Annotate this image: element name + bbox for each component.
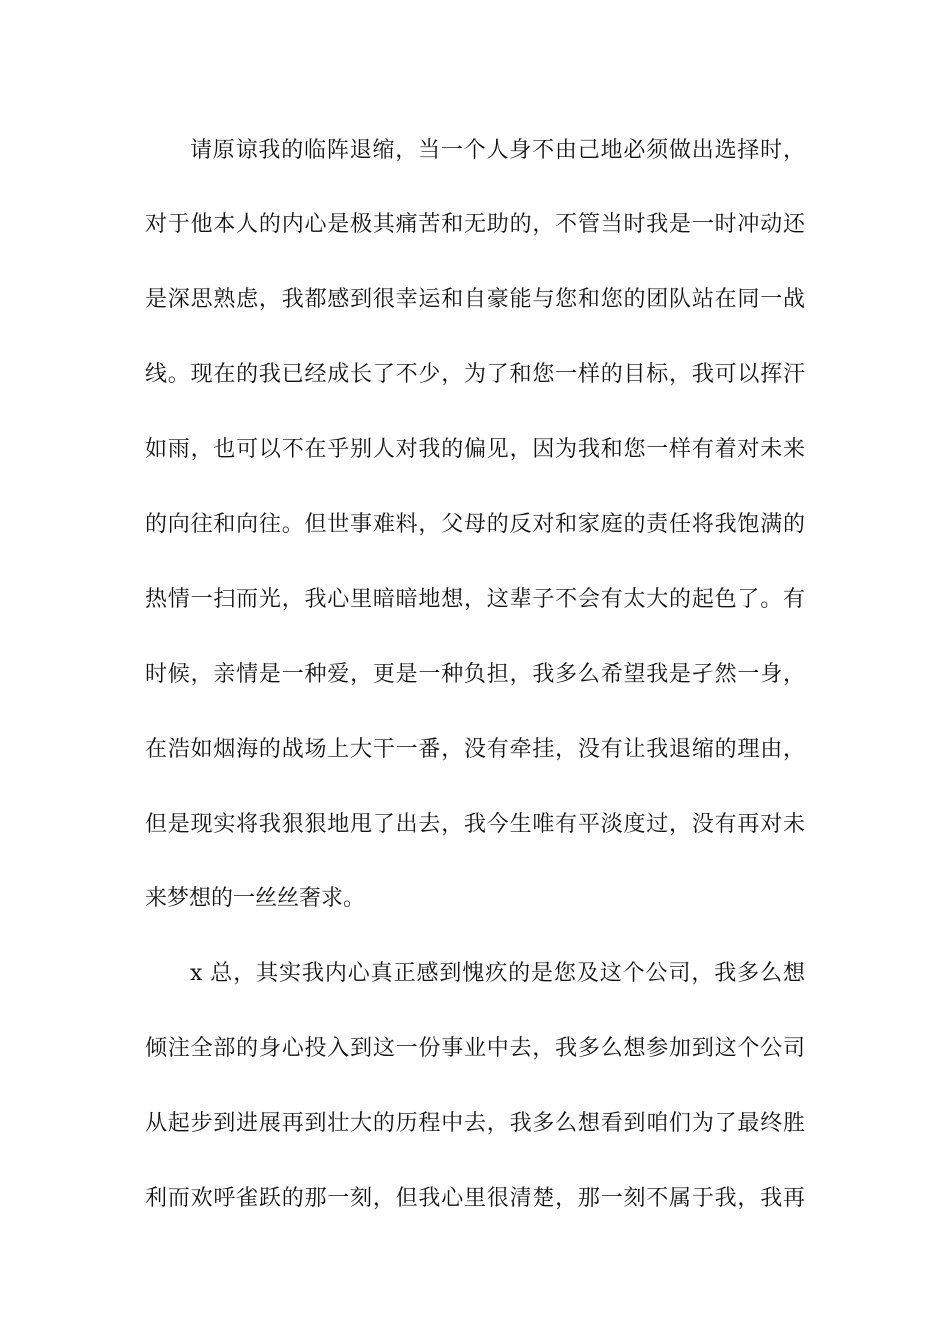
text-line: 如雨，也可以不在乎别人对我的偏见，因为我和您一样有着对未来 (145, 437, 805, 462)
text-line: x 总，其实我内心真正感到愧疚的是您及这个公司，我多么想 (190, 961, 805, 986)
text-line: 时候，亲情是一种爱，更是一种负担，我多么希望我是孑然一身， (145, 662, 805, 687)
text-line: 对于他本人的内心是极其痛苦和无助的，不管当时我是一时冲动还 (145, 212, 805, 237)
text-line: 来梦想的一丝丝奢求。 (145, 886, 366, 911)
text-line: 从起步到进展再到壮大的历程中去，我多么想看到咱们为了最终胜 (145, 1111, 805, 1136)
text-line: 的向往和向往。但世事难料，父母的反对和家庭的责任将我饱满的 (145, 512, 805, 537)
text-line: 利而欢呼雀跃的那一刻，但我心里很清楚，那一刻不属于我，我再 (145, 1186, 805, 1211)
text-line: 请原谅我的临阵退缩，当一个人身不由己地必须做出选择时， (190, 138, 805, 163)
text-line: 是深思熟虑，我都感到很幸运和自豪能与您和您的团队站在同一战 (145, 287, 805, 312)
text-line: 热情一扫而光，我心里暗暗地想，这辈子不会有太大的起色了。有 (145, 587, 805, 612)
text-line: 但是现实将我狠狠地甩了出去，我今生唯有平淡度过，没有再对未 (145, 812, 805, 837)
text-line: 在浩如烟海的战场上大干一番，没有牵挂，没有让我退缩的理由， (145, 737, 805, 762)
text-line: 线。现在的我已经成长了不少，为了和您一样的目标，我可以挥汗 (145, 362, 805, 387)
text-line: 倾注全部的身心投入到这一份事业中去，我多么想参加到这个公司 (145, 1036, 805, 1061)
